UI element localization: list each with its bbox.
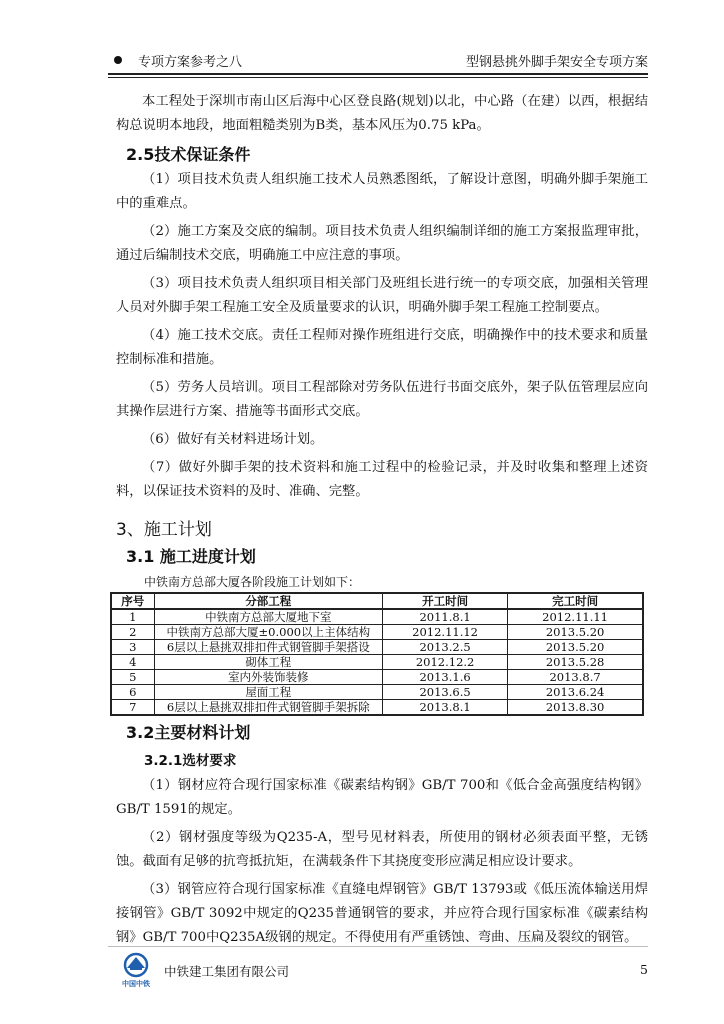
section-3-2-1-list [116,774,648,950]
cell-work: 中铁南方总部大厦地下室 [154,609,382,625]
list-item: （7）做好外脚手架的技术资料和施工过程中的检验记录，并及时收集和整理上述资料，以保证技术资料的及时、准确、完整。 [116,460,648,499]
logo-text: 中国中铁 [122,980,150,988]
cell-start: 2013.1.6 [383,670,508,685]
cell-start: 2013.8.1 [383,700,508,716]
list-item: （5）劳务人员培训。项目工程部除对劳务队伍进行书面交底外，架子队伍管理层应向其操作层进行方案、措施等书面形式交底。 [116,380,648,419]
cell-work: 室内外装饰装修 [154,670,382,685]
company-name: 中铁建工集团有限公司 [164,964,290,979]
cell-no: 5 [111,670,154,685]
cell-work: 中铁南方总部大厦±0.000以上主体结构 [154,625,382,640]
footer-rule [108,946,648,947]
cell-start: 2012.12.2 [383,655,508,670]
cell-end: 2013.6.24 [508,685,643,700]
table-header-row [111,593,643,609]
cell-no: 1 [111,609,154,625]
cell-end: 2012.11.11 [508,609,643,625]
list-item: （2）施工方案及交底的编制。项目技术负责人组织编制详细的施工方案报监理审批，通过后编制技术交底，明确施工中应注意的事项。 [116,224,648,263]
cell-end: 2013.5.20 [508,625,643,640]
column-header-end: 完工时间 [508,593,643,609]
cell-no: 4 [111,655,154,670]
table-row [111,640,643,655]
list-item: （3）钢管应符合现行国家标准《直缝电焊钢管》GB/T 13793或《低压流体输送用焊接钢管》GB/T 3092中规定的Q235普通钢管的要求，并应符合现行国家标准《碳素结构钢》GB/T 700中Q235A级钢的规定。不得使用有严重锈蚀、弯曲、压扁及裂纹的钢管。 [116,882,648,945]
list-item: （4）施工技术交底。责任工程师对操作班组进行交底，明确操作中的技术要求和质量控制标准和措施。 [116,328,648,367]
cell-end: 2013.5.28 [508,655,643,670]
table-row [111,685,643,700]
cell-work: 屋面工程 [154,685,382,700]
cell-work: 6层以上悬挑双排扣件式钢管脚手架搭设 [154,640,382,655]
page-content [116,90,648,950]
section-3-heading: 3、施工计划 [116,520,212,540]
intro-paragraph: 本工程处于深圳市南山区后海中心区登良路(规划)以北，中心路（在建）以西，根据结构总说明本地段，地面粗糙类别为B类，基本风压为0.75 kPa。 [116,94,648,133]
section-3-2-1-heading: 3.2.1选材要求 [144,753,237,769]
header-left-title: 专项方案参考之八 [138,55,243,70]
cell-no: 3 [111,640,154,655]
section-3-1-heading: 3.1 施工进度计划 [126,547,256,566]
list-item: （3）项目技术负责人组织项目相关部门及班组长进行统一的专项交底，加强相关管理人员对外脚手架工程施工安全及质量要求的认识，明确外脚手架工程施工控制要点。 [116,276,648,315]
column-header-no: 序号 [111,593,154,609]
cell-end: 2013.8.7 [508,670,643,685]
page-number: 5 [640,962,648,977]
cell-start: 2013.2.5 [383,640,508,655]
section-2-5-list [116,168,648,504]
cell-start: 2013.6.5 [383,685,508,700]
cell-work: 砌体工程 [154,655,382,670]
cell-start: 2012.11.12 [383,625,508,640]
header-rule [108,73,648,75]
header-rule-thin [108,77,648,78]
page-footer [108,950,648,990]
schedule-table [110,592,644,716]
table-row [111,655,643,670]
list-item: （1）钢材应符合现行国家标准《碳素结构钢》GB/T 700和《低合金高强度结构钢》GB/T 1591的规定。 [116,778,648,817]
cell-start: 2011.8.1 [383,609,508,625]
section-2-5-heading: 2.5技术保证条件 [126,145,251,164]
header-right-title: 型钢悬挑外脚手架安全专项方案 [465,55,648,70]
cell-end: 2013.5.20 [508,640,643,655]
list-item: （2）钢材强度等级为Q235-A，型号见材料表，所使用的钢材必须表面平整，无锈蚀。截面有足够的抗弯抵抗矩，在满载条件下其挠度变形应满足相应设计要求。 [116,830,648,869]
table-row [111,670,643,685]
table-row [111,609,643,625]
company-logo-icon [116,952,156,988]
cell-work: 6层以上悬挑双排扣件式钢管脚手架拆除 [154,700,382,716]
cell-no: 7 [111,700,154,716]
cell-end: 2013.8.30 [508,700,643,716]
column-header-work: 分部工程 [154,593,382,609]
schedule-caption: 中铁南方总部大厦各阶段施工计划如下： [144,575,361,589]
table-row [111,625,643,640]
section-3-2-heading: 3.2主要材料计划 [126,723,251,742]
table-row [111,700,643,716]
page-header [108,50,648,72]
list-item: （1）项目技术负责人组织施工技术人员熟悉图纸，了解设计意图，明确外脚手架施工中的重难点。 [116,172,648,211]
list-item: （6）做好有关材料进场计划。 [142,432,324,447]
bullet-icon [114,56,122,64]
cell-no: 6 [111,685,154,700]
cell-no: 2 [111,625,154,640]
column-header-start: 开工时间 [383,593,508,609]
